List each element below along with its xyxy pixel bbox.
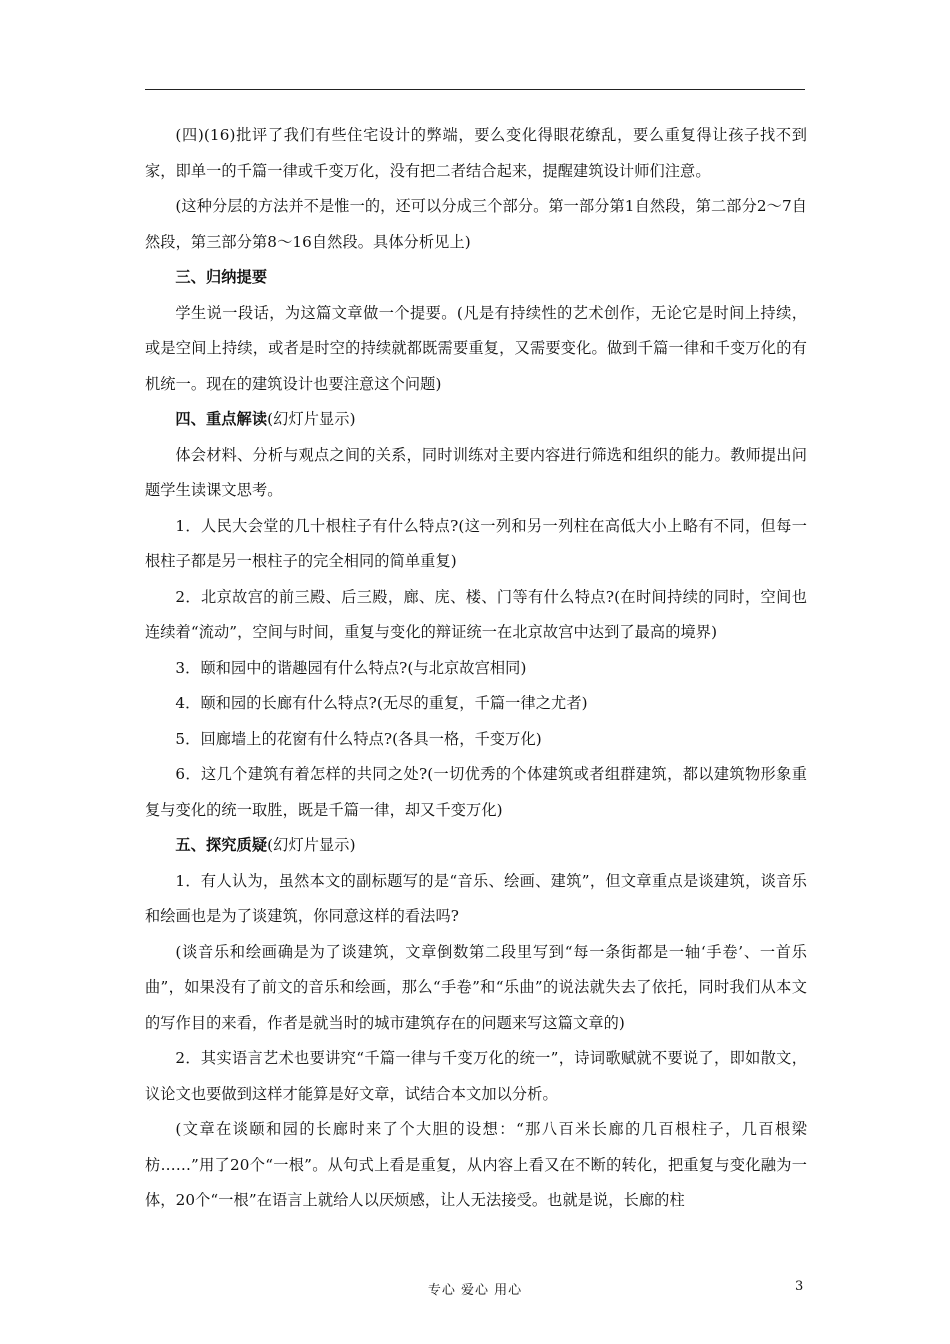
paragraph: (这种分层的方法并不是惟一的，还可以分成三个部分。第一部分第1自然段，第二部分2～7自然段，第三部分第8～16自然段。具体分析见上) [145, 197, 807, 251]
paragraph: 体会材料、分析与观点之间的关系，同时训练对主要内容进行筛选和组织的能力。教师提出问题学生读课文思考。 [145, 445, 807, 499]
section-heading-title: 三、归纳提要 [175, 268, 268, 286]
section-heading-title: 四、重点解读 [175, 410, 268, 428]
section-heading-note: (幻灯片显示) [267, 410, 356, 428]
paragraph: 4．颐和园的长廊有什么特点?(无尽的重复，千篇一律之尤者) [175, 694, 588, 712]
paragraph: 2．其实语言艺术也要讲究“千篇一律与千变万化的统一”，诗词歌赋就不要说了，即如散文，议论文也要做到这样才能算是好文章，试结合本文加以分析。 [145, 1049, 807, 1103]
footer-motto: 专心 爱心 用心 [427, 1283, 523, 1298]
section-heading-title: 五、探究质疑 [175, 836, 268, 854]
document-body [145, 118, 807, 1219]
page-number: 3 [795, 1279, 804, 1294]
paragraph: 5．回廊墙上的花窗有什么特点?(各具一格，千变万化) [175, 729, 542, 748]
paragraph: 1．人民大会堂的几十根柱子有什么特点?(这一列和另一列柱在高低大小上略有不同，但每一根柱子都是另一根柱子的完全相同的简单重复) [145, 516, 807, 570]
paragraph: (四)(16)批评了我们有些住宅设计的弊端，要么变化得眼花缭乱，要么重复得让孩子找不到家，即单一的千篇一律或千变万化，没有把二者结合起来，提醒建筑设计师们注意。 [145, 126, 807, 180]
paragraph: 2．北京故宫的前三殿、后三殿，廊、庑、楼、门等有什么特点?(在时间持续的同时，空间也连续着“流动”，空间与时间，重复与变化的辩证统一在北京故宫中达到了最高的境界) [145, 587, 807, 641]
section-heading [145, 402, 807, 438]
section-heading [145, 260, 807, 296]
paragraph: 3．颐和园中的谐趣园有什么特点?(与北京故宫相同) [175, 658, 527, 677]
section-heading [145, 828, 807, 864]
paragraph: 学生说一段话，为这篇文章做一个提要。(凡是有持续性的艺术创作，无论它是时间上持续，或是空间上持续，或者是时空的持续就都既需要重复，又需要变化。做到千篇一律和千变万化的有机统一。现在的建筑设计也要注意这个问题) [145, 303, 807, 393]
paragraph: 6．这几个建筑有着怎样的共同之处?(一切优秀的个体建筑或者组群建筑，都以建筑物形象重复与变化的统一取胜，既是千篇一律，却又千变万化) [145, 765, 807, 819]
section-heading-note: (幻灯片显示) [267, 836, 356, 854]
paragraph: (谈音乐和绘画确是为了谈建筑，文章倒数第二段里写到“每一条街都是一轴‘手卷’、一首乐曲”，如果没有了前文的音乐和绘画，那么“手卷”和“乐曲”的说法就失去了依托，同时我们从本文的写作目的来看，作者是就当时的城市建筑存在的问题来写这篇文章的) [145, 942, 807, 1032]
paragraph: 1．有人认为，虽然本文的副标题写的是“音乐、绘画、建筑”，但文章重点是谈建筑，谈音乐和绘画也是为了谈建筑，你同意这样的看法吗? [145, 871, 807, 925]
paragraph: (文章在谈颐和园的长廊时来了个大胆的设想：“那八百米长廊的几百根柱子，几百根梁枋……”用了20个“一根”。从句式上看是重复，从内容上看又在不断的转化，把重复与变化融为一体，20个“一根”在语言上就给人以厌烦感，让人无法接受。也就是说，长廊的柱 [145, 1120, 807, 1209]
header-rule [145, 89, 805, 90]
